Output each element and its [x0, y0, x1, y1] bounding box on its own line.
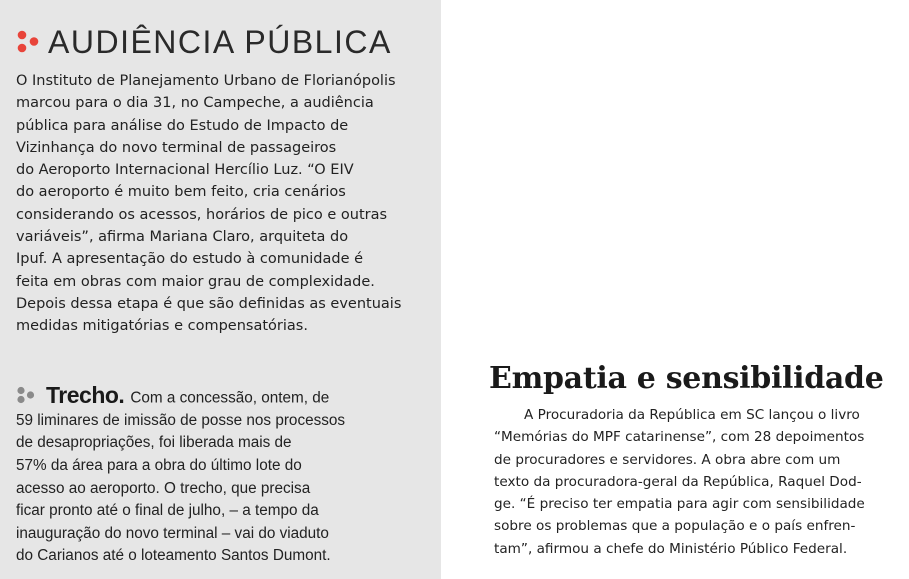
text-line: acesso ao aeroporto. O trecho, que precisa [16, 479, 311, 497]
trecho-article [16, 384, 436, 568]
text-line: Vizinhança do novo terminal de passageiros [16, 139, 337, 156]
text-line: pública para análise do Estudo de Impacto de [16, 117, 349, 134]
text-line: considerando os acessos, horários de pico e outras [16, 206, 388, 223]
trecho-first-line [16, 384, 436, 410]
text-line: do Aeroporto Internacional Hercílio Luz. “O EIV [16, 162, 354, 179]
text-line-fragment: Com a concessão, ontem, de [130, 389, 330, 407]
text-line: “Memórias do MPF catarinense”, com 28 depoimentos [494, 429, 865, 446]
section-title [14, 22, 434, 62]
empatia-article-body [494, 404, 904, 560]
text-line: variáveis”, afirma Mariana Claro, arquiteta do [16, 229, 349, 246]
text-line: Ipuf. A apresentação do estudo à comunidade é [16, 251, 364, 268]
text-line: sobre os problemas que a população e o país enfren- [494, 518, 856, 535]
text-line: de desapropriações, foi liberada mais de [16, 434, 292, 452]
text-line: feita em obras com maior grau de complexidade. [16, 273, 375, 290]
text-line: texto da procuradora-geral da República, Raquel Dod- [494, 473, 862, 490]
text-line: do aeroporto é muito bem feito, cria cenários [16, 184, 346, 201]
text-line: do Carianos até o loteamento Santos Dumont. [16, 547, 331, 565]
text-line: 59 liminares de imissão de posse nos processos [16, 411, 346, 429]
text-line: O Instituto de Planejamento Urbano de Florianópolis [16, 73, 396, 89]
text-line: marcou para o dia 31, no Campeche, a audiência [16, 95, 374, 112]
text-line: 57% da área para a obra do último lote do [16, 457, 302, 475]
audiencia-article-body [16, 70, 438, 338]
empatia-headline: Empatia e sensibilidade [489, 361, 884, 396]
text-line: ge. “É preciso ter empatia para agir com sensibilidade [494, 496, 865, 513]
text-line: A Procuradoria da República em SC lançou o livro [524, 407, 860, 423]
text-line: Depois dessa etapa é que são definidas as eventuais [16, 295, 402, 312]
text-line: tam”, afirmou a chefe do Ministério Público Federal. [494, 540, 848, 557]
section-title-text: AUDIÊNCIA PÚBLICA [48, 24, 392, 60]
text-line: inauguração do novo terminal – vai do viaduto [16, 524, 329, 542]
text-line: ficar pronto até o final de julho, – a tempo da [16, 502, 319, 520]
audiencia-panel [0, 0, 441, 579]
text-line: medidas mitigatórias e compensatórias. [16, 318, 308, 335]
text-line: de procuradores e servidores. A obra abre com um [494, 451, 841, 468]
three-dots-gray-icon [16, 386, 42, 404]
three-dots-icon [14, 27, 46, 57]
trecho-label: Trecho. [46, 382, 125, 408]
trecho-heading [16, 384, 130, 407]
